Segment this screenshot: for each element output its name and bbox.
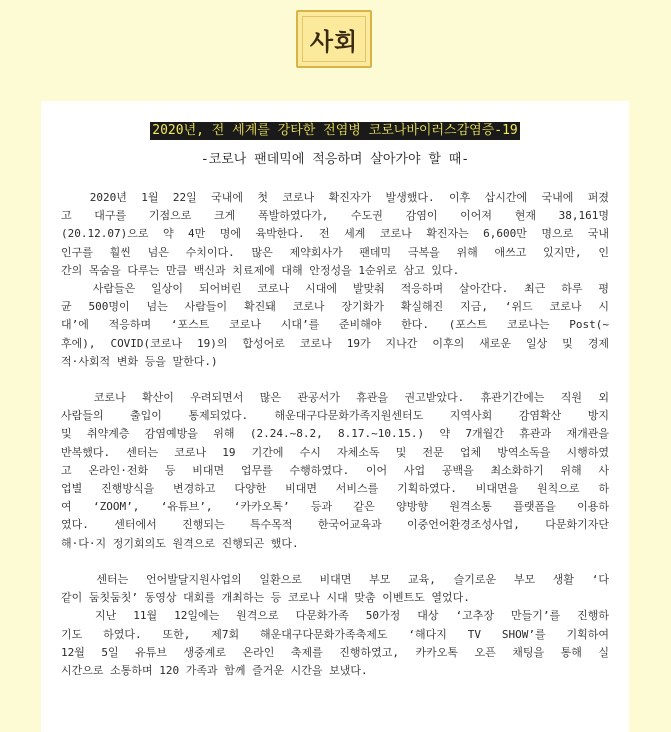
body-line: 균 500명이 넘는 사람들이 확진돼 코로나 장기화가 확실해진 지금, ‘위드 코로나 시 (61, 300, 609, 314)
body-line: 고 온라인·전화 등 비대면 업무를 수행하였다. 이어 사업 공백을 최소화하기 위해 사 (61, 463, 609, 477)
article-panel (41, 101, 629, 732)
body-line: 간의 목숨을 다루는 만큼 백신과 치료제에 대해 안정성을 1순위로 삼고 있다. (61, 263, 460, 277)
body-line: 기도 하였다. 또한, 제7회 해운대구다문화가족축제도 ‘해다지 TV SHOW’를 기획하여 (61, 627, 609, 641)
section-badge (296, 10, 372, 68)
body-line: 업별 진행방식을 변경하고 다양한 비대면 서비스를 기획하였다. 비대면을 원칙으로 하 (61, 482, 609, 495)
article-subtitle: -코로나 팬데믹에 적응하며 살아가야 할 때- (200, 152, 470, 167)
paragraph-gap (61, 553, 609, 571)
body-line: 적·사회적 변화 등을 말한다.) (61, 354, 218, 368)
body-line: 코로나 확산이 우려되면서 많은 관공서가 휴관을 권고받았다. 휴관기간에는 직원 외 (61, 391, 609, 405)
body-line: 고 대구를 기점으로 크게 폭발하였다가, 수도권 감염이 이어져 현재 38,161명 (61, 209, 609, 223)
body-line: 사람들은 일상이 되어버린 코로나 시대에 발맞춰 적응하며 살아간다. 최근 하루 평 (61, 281, 609, 295)
body-line: 시간으로 소통하며 120 가족과 함께 즐거운 시간을 보냈다. (61, 663, 368, 677)
body-line: 사람들의 출입이 통제되었다. 해운대구다문화가족지원센터도 지역사회 감염확산 방지 (61, 409, 609, 423)
body-line: 및 취약계층 감염예방을 위해 (2.24.~8.2, 8.17.~10.15.) 약 7개월간 휴관과 재개관을 (61, 427, 609, 441)
headline-container (41, 119, 629, 140)
body-line: 반복했다. 센터는 코로나 19 기간에 수시 자체소독 및 전문 업체 방역소독을 시행하였 (61, 445, 609, 459)
section-label: 사회 (309, 27, 359, 56)
body-line: 후에), COVID(코로나 19)의 합성어로 코로나 19가 지나간 이후의 새로운 일상 및 경제 (61, 336, 609, 350)
body-line: 해·다·지 정기회의도 원격으로 진행되곤 했다. (61, 536, 299, 550)
body-line: 인구를 훨씬 넘은 수치이다. 많은 제약회사가 팬데믹 극복을 위해 애쓰고 있지만, 인 (61, 245, 609, 259)
body-line: 여 ‘ZOOM’, ‘유튜브’, ‘카카오톡’ 등과 같은 양방향 원격소통 플랫폼을 이용하 (61, 500, 609, 514)
paragraph-gap (61, 371, 609, 389)
body-line: (20.12.07)으로 약 4만 명에 육박한다. 전 세계 코로나 확진자는 6,600만 명으로 국내 (61, 227, 609, 241)
body-line: 대’에 적응하며 ‘포스트 코로나 시대’를 준비해야 한다. (포스트 코로나는 Post(~ (61, 318, 609, 332)
article-body (61, 189, 609, 680)
body-line: 12월 5일 유튜브 생중계로 온라인 축제를 진행하였고, 카카오톡 오픈 채팅을 통해 실 (61, 645, 609, 659)
body-line: 였다. 센터에서 진행되는 특수목적 한국어교육과 이중언어환경조성사업, 다문화기자단 (61, 518, 609, 532)
body-line: 지난 11월 12일에는 원격으로 다문화가족 50가정 대상 ‘고추장 만들기’를 진행하 (61, 609, 609, 623)
article-headline: 2020년, 전 세계를 강타한 전염병 코로나바이러스감염증-19 (152, 123, 518, 138)
body-line: 같이 둠칫둠칫’ 동영상 대회를 개최하는 등 코로나 시대 맞춤 이벤트도 열었다. (61, 591, 470, 605)
body-line: 2020년 1월 22일 국내에 첫 코로나 확진자가 발생했다. 이후 삽시간에 국내에 퍼졌 (61, 191, 609, 204)
body-line: 센터는 언어발달지원사업의 일환으로 비대면 부모 교육, 슬기로운 부모 생활 ‘다 (61, 572, 609, 586)
